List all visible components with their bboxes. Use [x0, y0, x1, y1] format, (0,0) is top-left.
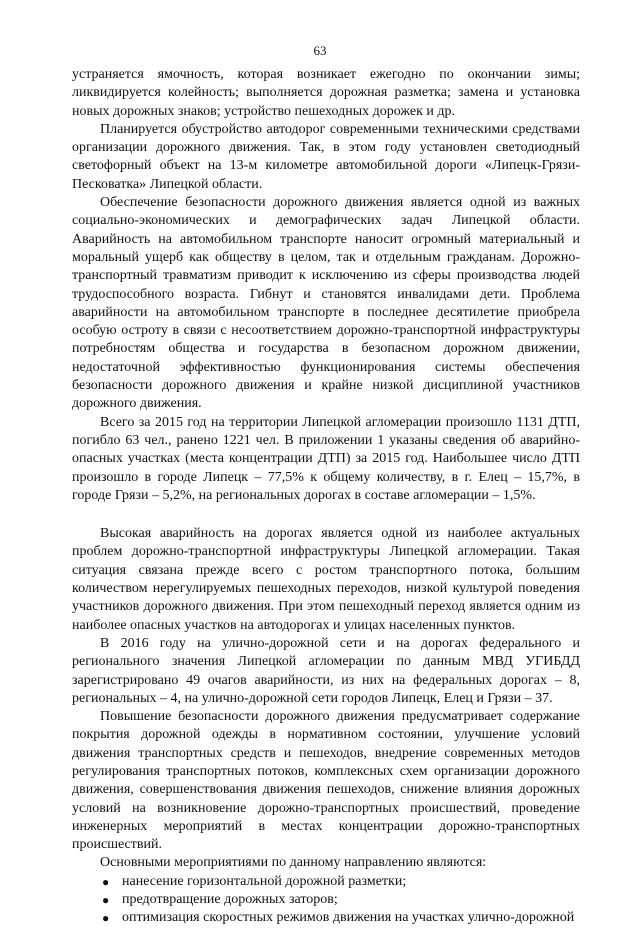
list-item: [72, 873, 580, 891]
list-item: [72, 909, 580, 927]
paragraph: устраняется ямочность, которая возникает ежегодно по окончании зимы; ликвидируется колейность; выполняется дорожная разметка; замена и установка новых дорожных знаков; устройство пешеходных дорожек и др.: [72, 67, 580, 119]
list-item: [72, 891, 580, 909]
paragraph: В 2016 году на улично-дорожной сети и на дорогах федерального и регионального значения Липецкой агломерации по данным МВД УГИБДД зарегистрировано 49 очагов аварийности, из них на федеральных дорогах – 8, региональных – 4, на улично-дорожной сети городов Липецк, Елец и Грязи – 37.: [72, 635, 580, 706]
list-item-text: предотвращение дорожных заторов;: [122, 892, 338, 908]
bullet-icon: ●: [102, 874, 110, 889]
document-body: [72, 66, 580, 928]
bullet-icon: ●: [102, 893, 110, 908]
measures-list: [72, 873, 580, 928]
paragraph: Обеспечение безопасности дорожного движения является одной из важных социально-экономических и демографических задач Липецкой области. Аварийность на автомобильном транспорте наносит огромный материальный и моральный ущерб как обществу в целом, так и отдельным гражданам. Дорожно-транспортный травматизм приводит к исключению из сферы производства людей трудоспособного возраста. Гибнут и становятся инвалидами дети. Проблема аварийности на автомобильном транспорте в последнее десятилетие приобрела особую остроту в связи с несоответствием дорожно-транспортной инфраструктуры потребностям общества и государства в безопасном дорожном движении, недостаточной эффективностью функционирования системы обеспечения безопасности дорожного движения и крайне низкой дисциплиной участников дорожного движения.: [72, 195, 580, 412]
paragraph: Основными мероприятиями по данному направлению являются:: [100, 855, 487, 871]
list-item-text: оптимизация скоростных режимов движения на участках улично-дорожной: [122, 910, 575, 926]
page-number: 63: [313, 43, 327, 58]
bullet-icon: ●: [102, 911, 110, 926]
paragraph: Планируется обустройство автодорог современными техническими средствами организации дорожного движения. Так, в этом году установлен светодиодный светофорный объект на 13-м километре автомобильной дороги «Липецк-Грязи-Песковатка» Липецкой области.: [72, 121, 580, 192]
paragraph: Всего за 2015 год на территории Липецкой агломерации произошло 1131 ДТП, погибло 63 чел., ранено 1221 чел. В приложении 1 указаны сведения об аварийно-опасных участках (места концентрации ДТП) за 2015 год. Наибольшее число ДТП произошло в городе Липецк – 77,5% к общему количеству, в г. Елец – 15,7%, в городе Грязи – 5,2%, на региональных дорогах в составе агломерации – 1,5%.: [72, 414, 580, 503]
paragraph: Повышение безопасности дорожного движения предусматривает содержание покрытия дорожной одежды в нормативном состоянии, улучшение условий движения транспортных средств и пешеходов, внедрение современных методов регулирования транспортных потоков, комплексных схем организации дорожного движения, совершенствования движения пешеходов, снижение влияния дорожных условий на возникновение дорожно-транспортных происшествий, проведение инженерных мероприятий в местах концентрации дорожно-транспортных происшествий.: [72, 709, 580, 853]
paragraph-spacer: [72, 505, 580, 525]
list-item-text: нанесение горизонтальной дорожной разметки;: [122, 873, 407, 889]
paragraph: Высокая аварийность на дорогах является одной из наиболее актуальных проблем дорожно-транспортной инфраструктуры Липецкой агломерации. Такая ситуация связана прежде всего с ростом транспортного потока, большим количеством нерегулируемых пешеходных переходов, низкой культурой поведения участников дорожного движения. При этом пешеходный переход является одним из наиболее опасных участков на автодорогах и улицах населенных пунктов.: [72, 526, 580, 633]
